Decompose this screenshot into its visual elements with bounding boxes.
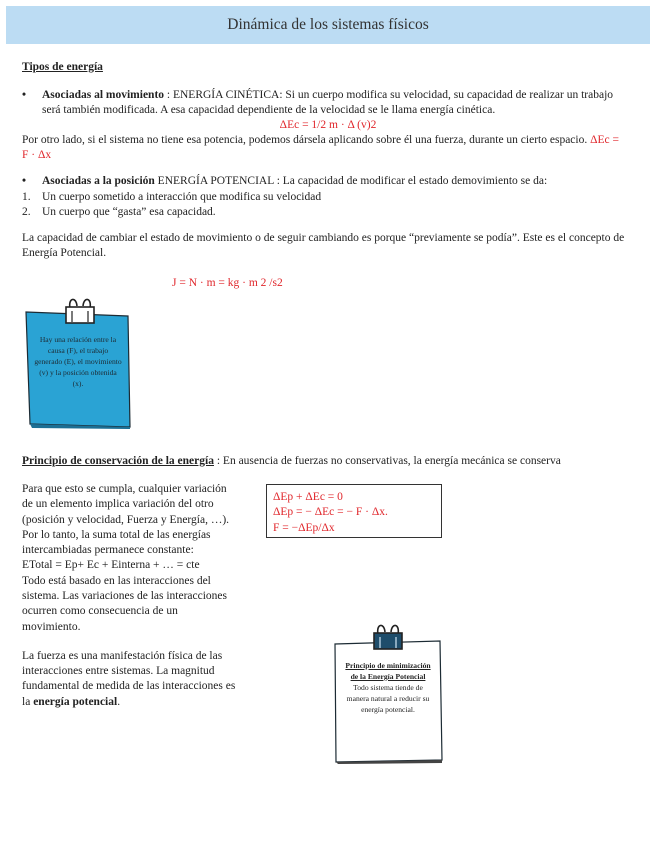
energy-types-heading: Tipos de energía — [22, 61, 103, 73]
kinetic-label: Asociadas al movimiento — [42, 89, 165, 101]
units-formula: J = N · m = kg · m 2 /s2 — [172, 277, 283, 289]
potential-paragraph: La capacidad de cambiar el estado de movimiento o de seguir cambiando es porque “previamente se podía”. Este es el concepto de Energía Potencial. — [22, 232, 625, 260]
bullet-mark: • — [22, 89, 27, 101]
kinetic-formula: ΔEc = 1/2 m · Δ (v)2 — [279, 119, 377, 131]
kinetic-paragraph — [22, 133, 622, 164]
interactions-paragraph: Todo está basado en las interacciones del sistema. Las variaciones de las interacciones ocurren como consecuencia de un movimiento. — [22, 574, 228, 633]
potential-text: ENERGÍA POTENCIAL : La capacidad de modificar el estado demovimiento se da: — [154, 175, 548, 187]
binder-clip-icon — [62, 296, 98, 326]
potential-label: Asociadas a la posición — [42, 175, 155, 187]
list-item: 1. Un cuerpo sometido a interacción que modifica su velocidad — [22, 191, 322, 203]
conservation-paragraph: Para que esto se cumpla, cualquier variación de un elemento implica variación del otro (posición y velocidad, Fuerza y Energía, …). Por lo tanto, la suma total de las energías intercambiadas permanece constante: — [22, 483, 230, 557]
white-note-text: Todo sistema tiende de manera natural a reducir su energía potencial. — [346, 683, 430, 714]
formula-box — [266, 484, 442, 538]
conservation-left-column — [22, 482, 238, 710]
conservation-line — [22, 454, 642, 469]
white-note-content — [342, 660, 434, 715]
kinetic-para-formula: ΔEc = F · Δx — [22, 134, 619, 162]
bullet-mark: • — [22, 175, 27, 187]
list-item: 2. Un cuerpo que “gasta” esa capacidad. — [22, 206, 216, 219]
white-note-title: Principio de minimización de la Energía Potencial — [345, 661, 431, 681]
formula-line: ΔEp + ΔEc = 0 — [273, 491, 343, 503]
conservation-heading: Principio de conservación de la energía — [22, 455, 214, 467]
blue-note-text: Hay una relación entre la causa (F), el trabajo generado (E), el movimiento (v) y la posición obtenida (x). — [34, 335, 122, 388]
etotal-formula: ETotal = Ep+ Ec + Einterna + … = cte — [22, 559, 200, 572]
binder-clip-icon — [370, 622, 406, 652]
kinetic-text: : ENERGÍA CINÉTICA: Si un cuerpo modifica su velocidad, su capacidad de realizar un trabajo será también modificada. A esa capacidad dependiente de la velocidad se le llama energía cinética. — [42, 89, 614, 117]
page-title: Dinámica de los sistemas físicos — [6, 6, 650, 44]
formula-line: ΔEp = − ΔEc = − F · Δx. — [273, 506, 388, 519]
kinetic-bullet — [22, 88, 634, 119]
potential-bullet — [22, 174, 634, 189]
conservation-text: : En ausencia de fuerzas no conservativas, la energía mecánica se conserva — [213, 455, 561, 467]
force-paragraph: La fuerza es una manifestación física de las interacciones entre sistemas. La magnitud fundamental de medida de las interacciones es la energía potencial. — [22, 649, 236, 708]
formula-line: F = −ΔEp/Δx — [273, 521, 335, 534]
potential-list — [22, 190, 622, 221]
kinetic-para-text: Por otro lado, si el sistema no tiene esa potencia, podemos dársela aplicando sobre él una fuerza, durante un cierto espacio. — [22, 134, 591, 146]
